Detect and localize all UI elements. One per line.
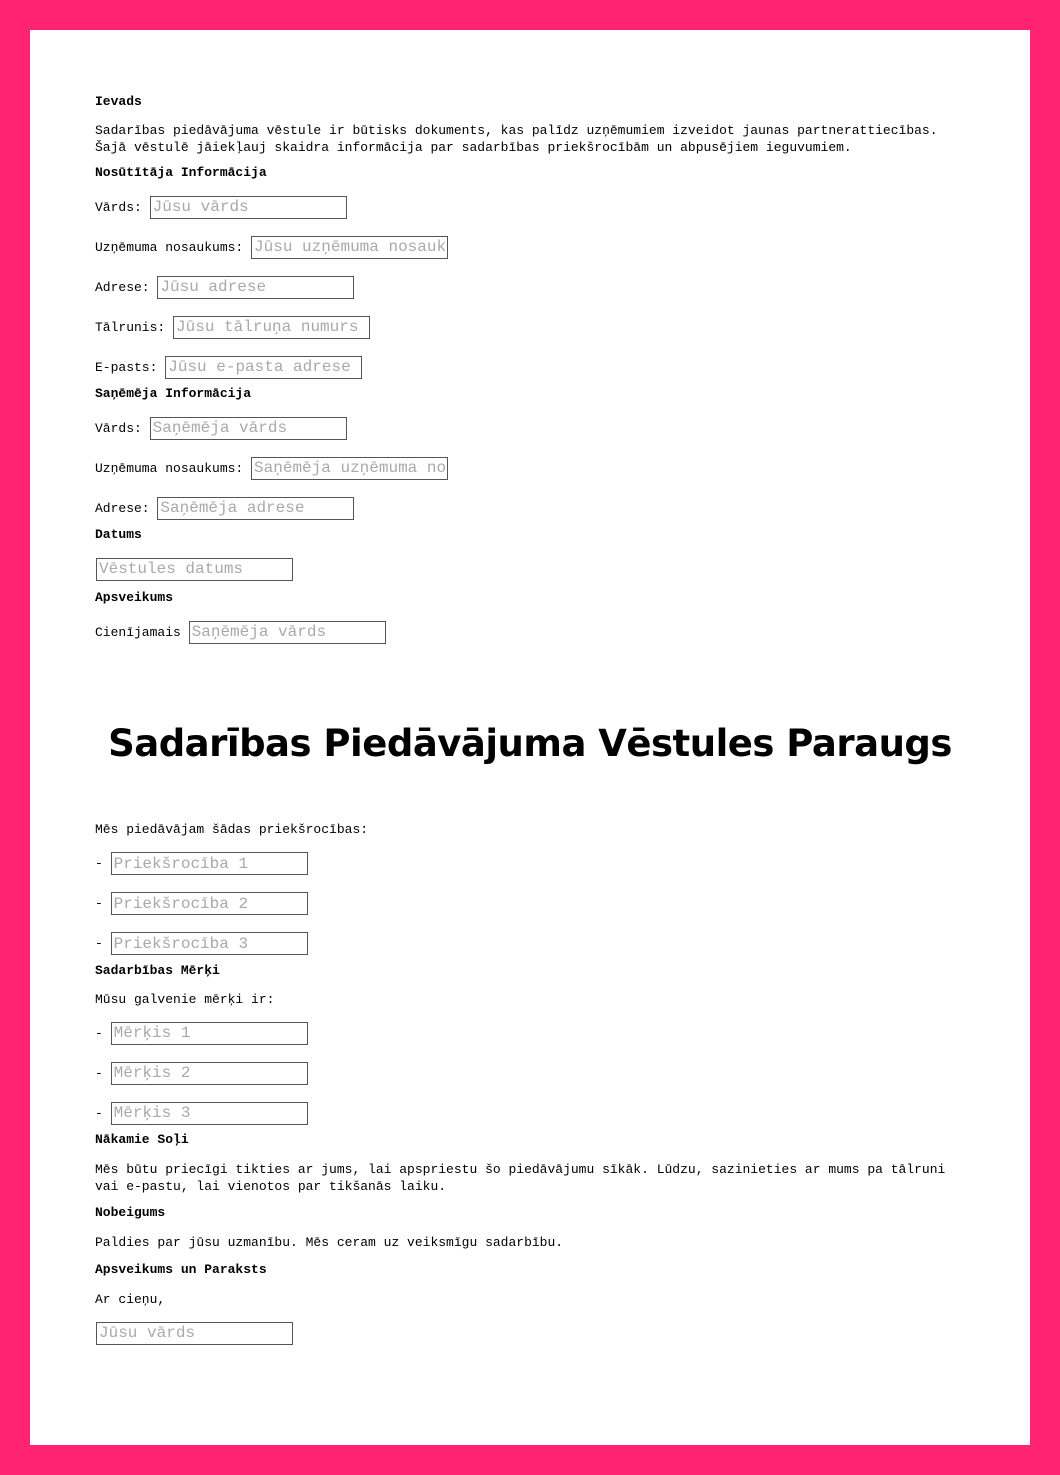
recipient-address-row — [95, 496, 955, 520]
recipient-company-label: Uzņēmuma nosaukums: — [95, 460, 244, 476]
sender-phone-label: Tālrunis: — [95, 319, 166, 335]
sender-address-label: Adrese: — [95, 279, 150, 295]
sender-name-input[interactable] — [150, 196, 347, 219]
goal-1-input[interactable] — [111, 1022, 308, 1045]
sender-email-row — [95, 355, 955, 379]
goals-heading: Sadarbības Mērķi — [95, 962, 220, 978]
intro-heading: Ievads — [95, 94, 142, 109]
benefit-3-input[interactable] — [111, 932, 308, 955]
greeting-name-input[interactable] — [189, 621, 386, 644]
greeting-heading: Apsveikums — [95, 590, 174, 605]
benefit-row — [95, 892, 955, 916]
letter-sheet — [30, 30, 1030, 1445]
recipient-name-input[interactable] — [150, 417, 347, 440]
greeting-row — [95, 620, 955, 644]
closing-text: Paldies par jūsu uzmanību. Mēs ceram uz veiksmīgu sadarbību. — [95, 1235, 564, 1250]
sender-phone-input[interactable] — [173, 316, 370, 339]
goal-2-input[interactable] — [111, 1062, 308, 1085]
closing-heading: Nobeigums — [95, 1205, 166, 1220]
sender-address-row — [95, 275, 955, 299]
recipient-company-row — [95, 456, 955, 480]
goal-3-input[interactable] — [111, 1102, 308, 1125]
benefit-2-input[interactable] — [111, 892, 308, 915]
letter-upper-section — [30, 30, 1030, 662]
sender-email-input[interactable] — [165, 356, 362, 379]
next-steps-text: Mēs būtu priecīgi tikties ar jums, lai apspriestu šo piedāvājumu sīkāk. Lūdzu, sazinieties ar mums pa tālruni vai e-pastu, lai vienotos par tikšanās laiku. — [95, 1162, 946, 1194]
signature-row — [95, 1321, 955, 1345]
sender-phone-row — [95, 315, 955, 339]
recipient-address-input[interactable] — [157, 497, 354, 520]
sender-company-label: Uzņēmuma nosaukums: — [95, 239, 244, 255]
sender-company-row — [95, 235, 955, 259]
recipient-company-input[interactable] — [251, 457, 448, 480]
goal-row — [95, 1101, 955, 1125]
signature-heading: Apsveikums un Paraksts — [95, 1261, 267, 1277]
benefit-row — [95, 852, 955, 876]
bullet-dash: - — [95, 896, 103, 911]
date-heading: Datums — [95, 527, 142, 542]
bullet-dash: - — [95, 1025, 103, 1041]
goal-row — [95, 1021, 955, 1045]
sender-address-input[interactable] — [157, 276, 354, 299]
bullet-dash: - — [95, 1105, 103, 1121]
recipient-name-label: Vārds: — [95, 420, 142, 436]
sender-email-label: E-pasts: — [95, 359, 158, 375]
greeting-label: Cienījamais — [95, 624, 181, 640]
sender-name-label: Vārds: — [95, 199, 142, 215]
recipient-heading: Saņēmēja Informācija — [95, 386, 252, 401]
sender-company-input[interactable] — [251, 236, 448, 259]
benefits-intro: Mēs piedāvājam šādas priekšrocības: — [95, 822, 369, 837]
signature-name-input[interactable] — [96, 1322, 293, 1345]
goals-intro: Mūsu galvenie mērķi ir: — [95, 991, 275, 1007]
benefit-1-input[interactable] — [111, 852, 308, 875]
sender-name-row — [95, 195, 955, 219]
benefit-row — [95, 932, 955, 956]
page-title: Sadarības Piedāvājuma Vēstules Paraugs — [108, 722, 952, 765]
intro-text: Sadarības piedāvājuma vēstule ir būtisks dokuments, kas palīdz uzņēmumiem izveidot jaunas partnerattiecības. Šajā vēstulē jāiekļauj skaidra informācija par sadarbības priekšrocībām un abpusējiem ieguvumiem. — [95, 123, 938, 155]
signature-text: Ar cieņu, — [95, 1291, 166, 1307]
bullet-dash: - — [95, 936, 103, 951]
bullet-dash: - — [95, 1065, 103, 1081]
bullet-dash: - — [95, 856, 103, 871]
sender-heading: Nosūtītāja Informācija — [95, 165, 267, 180]
date-row — [95, 557, 955, 581]
next-steps-heading: Nākamie Soļi — [95, 1132, 189, 1147]
recipient-name-row — [95, 416, 955, 440]
date-input[interactable] — [96, 558, 293, 581]
goal-row — [95, 1061, 955, 1085]
title-band — [30, 662, 1030, 812]
recipient-address-label: Adrese: — [95, 500, 150, 516]
